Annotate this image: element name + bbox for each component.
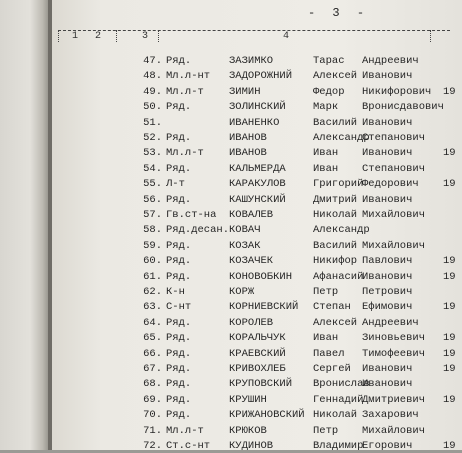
surname: ЗАДОРОЖНИЙ [229, 70, 293, 83]
first-name: Николай [313, 409, 358, 422]
row-number: 57. [143, 209, 162, 221]
surname: КОРОЛЕВ [229, 316, 274, 329]
row-number: 50. [143, 101, 162, 114]
column-separator [158, 30, 159, 42]
row-number: 61. [143, 270, 162, 283]
patronymic: Иванович [362, 116, 413, 129]
patronymic: Иванович [362, 193, 413, 206]
first-name: Афанасий [313, 270, 364, 283]
first-name: Дмитрий [313, 193, 358, 206]
column-separator [116, 30, 117, 42]
list-row [0, 378, 450, 391]
list-row [0, 425, 450, 438]
list-row [0, 147, 456, 160]
surname: ЗИМИН [229, 85, 261, 98]
surname: ИВАНОВ [229, 132, 267, 144]
patronymic: Иванович [362, 378, 413, 391]
rank: Гв.ст-на [166, 209, 217, 221]
rank: Ряд. [166, 255, 192, 268]
rank: Мл.л-нт [166, 70, 211, 83]
row-number: 48. [143, 70, 162, 83]
row-number: 64. [143, 316, 162, 329]
list-row [0, 440, 456, 453]
page-number [308, 6, 364, 20]
row-number: 62. [143, 286, 162, 298]
list-row [0, 270, 456, 284]
first-name: Никифор [313, 255, 358, 268]
first-name: Григорий [313, 178, 364, 191]
list-row [0, 101, 450, 114]
rank: Ряд. [166, 101, 192, 114]
list-row [0, 117, 450, 130]
column-separator [430, 30, 431, 42]
list-row [0, 286, 450, 299]
surname: ЗАЗИМКО [229, 55, 274, 67]
row-number: 59. [143, 239, 162, 252]
patronymic: Андреевич [362, 55, 419, 67]
row-number: 51. [143, 116, 162, 129]
birth-year-fragment: 19 [443, 270, 456, 283]
birth-year-fragment: 19 [443, 85, 456, 98]
first-name: Николай [313, 209, 358, 221]
row-number: 72. [143, 440, 162, 452]
rank: Ряд. [166, 55, 192, 67]
surname: КОВАЛЕВ [229, 209, 274, 221]
birth-year-fragment: 19 [443, 363, 456, 375]
list-row [0, 70, 450, 83]
rank: Мл.л-т [166, 424, 204, 437]
rank: Ряд. [166, 378, 192, 391]
birth-year-fragment: 19 [443, 440, 456, 452]
list-row [0, 132, 450, 145]
column-header-number: 4 [283, 31, 290, 42]
patronymic: Андреевич [362, 316, 419, 329]
first-name: Марк [313, 101, 339, 114]
surname: КУДИНОВ [229, 440, 274, 452]
surname: КОНОВОБКИН [229, 270, 293, 283]
row-number: 67. [143, 363, 162, 375]
first-name: Александр [313, 132, 370, 144]
rank: Ряд.десан. [166, 224, 230, 237]
birth-year-fragment: 19 [443, 301, 456, 314]
rank: Мл.л-т [166, 85, 204, 98]
list-row [0, 85, 456, 99]
rank: Ряд. [166, 270, 192, 283]
rank: Ряд. [166, 332, 192, 345]
rank: Ряд. [166, 393, 192, 406]
patronymic: Иванович [362, 363, 413, 375]
row-number: 70. [143, 409, 162, 422]
surname: КОВАЧ [229, 224, 261, 237]
surname: КРУШИН [229, 393, 267, 406]
rank: Ряд. [166, 132, 192, 144]
list-row [0, 224, 450, 237]
surname: КАШУНСКИЙ [229, 193, 286, 206]
row-number: 56. [143, 193, 162, 206]
list-row [0, 347, 456, 361]
row-number: 71. [143, 424, 162, 437]
patronymic: Павлович [362, 255, 413, 268]
surname: КОРНИЕВСКИЙ [229, 301, 299, 314]
patronymic: Михайлович [362, 424, 426, 437]
patronymic: Тимофеевич [362, 347, 426, 360]
row-number: 52. [143, 132, 162, 144]
surname: КРЮКОВ [229, 424, 267, 437]
list-row [0, 317, 450, 330]
page-number-dash-left: - [308, 6, 316, 20]
surname: КРАЕВСКИЙ [229, 347, 286, 360]
list-row [0, 194, 450, 207]
surname: КОРАЛЬЧУК [229, 332, 286, 345]
surname: КОЗАК [229, 239, 261, 252]
row-number: 69. [143, 393, 162, 406]
first-name: Петр [313, 286, 339, 298]
column-separator [58, 30, 59, 42]
rank: Ряд. [166, 316, 192, 329]
row-number: 53. [143, 147, 162, 160]
page-number-dash-right: - [356, 6, 365, 20]
row-number: 63. [143, 301, 162, 314]
first-name: Петр [313, 424, 339, 437]
birth-year-fragment: 19 [443, 393, 456, 406]
patronymic: Михайлович [362, 239, 426, 252]
rank: Ряд. [166, 193, 192, 206]
surname: ИВАНОВ [229, 147, 267, 160]
birth-year-fragment: 19 [443, 255, 456, 268]
patronymic: Дмитриевич [362, 393, 426, 406]
rank: Ст.с-нт [166, 440, 211, 452]
surname: ИВАНЕНКО [229, 116, 280, 129]
column-header-number: 1 [72, 31, 79, 42]
first-name: Иван [313, 147, 339, 160]
row-number: 49. [143, 85, 162, 98]
list-row [0, 240, 450, 253]
surname: КОЗАЧЕК [229, 255, 274, 268]
rank: Ряд. [166, 162, 192, 175]
birth-year-fragment: 19 [443, 347, 456, 360]
row-number: 68. [143, 378, 162, 391]
first-name: Алексей [313, 316, 358, 329]
rank: Ряд. [166, 409, 192, 422]
rank: Ряд. [166, 347, 192, 360]
row-number: 47. [143, 55, 162, 67]
first-name: Иван [313, 162, 339, 175]
row-number: 65. [143, 332, 162, 345]
list-row [0, 255, 456, 268]
patronymic: Степанович [362, 162, 426, 175]
list-row [0, 209, 450, 222]
surname: КАРАКУЛОВ [229, 178, 286, 191]
patronymic: Иванович [362, 270, 413, 283]
rank: Мл.л-т [166, 147, 204, 160]
first-name: Владимир [313, 440, 364, 452]
surname: ЗОЛИНСКИЙ [229, 101, 286, 114]
list-row [0, 178, 456, 191]
birth-year-fragment: 19 [443, 147, 456, 160]
patronymic: Федорович [362, 178, 419, 191]
list-row [0, 363, 456, 376]
column-header-number: 2 [95, 31, 102, 42]
patronymic: Ефимович [362, 301, 413, 314]
first-name: Сергей [313, 363, 351, 375]
page-number-value: 3 [332, 6, 340, 20]
first-name: Тарас [313, 55, 345, 67]
first-name: Василий [313, 239, 358, 252]
list-row [0, 393, 456, 407]
first-name: Александр [313, 224, 370, 237]
first-name: Иван [313, 332, 339, 345]
column-header-number: 3 [142, 31, 149, 42]
row-number: 58. [143, 224, 162, 237]
surname: КРИЖАНОВСКИЙ [229, 409, 305, 422]
first-name: Алексей [313, 70, 358, 83]
row-number: 60. [143, 255, 162, 268]
patronymic: Никифорович [362, 85, 432, 98]
surname: КРУПОВСКИЙ [229, 378, 293, 391]
first-name: Вронислав [313, 378, 370, 391]
patronymic: Захарович [362, 409, 419, 422]
patronymic: Петрович [362, 286, 413, 298]
list-row [0, 163, 450, 176]
birth-year-fragment: 19 [443, 178, 456, 191]
rank: С-нт [166, 301, 192, 314]
patronymic: Иванович [362, 147, 413, 160]
surname: КАЛЬМЕРДА [229, 162, 286, 175]
patronymic: Егорович [362, 440, 413, 452]
rank: Ряд. [166, 363, 192, 375]
first-name: Степан [313, 301, 351, 314]
birth-year-fragment: 19 [443, 332, 456, 345]
first-name: Геннадий [313, 393, 364, 406]
list-row [0, 55, 450, 68]
row-number: 66. [143, 347, 162, 360]
patronymic: Вронисдавович [362, 101, 444, 114]
first-name: Василий [313, 116, 358, 129]
surname: КОРЖ [229, 286, 255, 298]
patronymic: Степанович [362, 132, 426, 144]
first-name: Павел [313, 347, 345, 360]
rank: Ряд. [166, 239, 192, 252]
first-name: Федор [313, 85, 345, 98]
patronymic: Иванович [362, 70, 413, 83]
surname: КРИВОХЛЕБ [229, 363, 286, 375]
row-number: 54. [143, 162, 162, 175]
row-number: 55. [143, 178, 162, 191]
patronymic: Зиновьевич [362, 332, 426, 345]
patronymic: Михайлович [362, 209, 426, 221]
rank: К-н [166, 286, 185, 298]
list-row [0, 409, 450, 422]
rank: Л-т [166, 178, 185, 191]
list-row [0, 332, 456, 345]
list-row [0, 301, 456, 314]
